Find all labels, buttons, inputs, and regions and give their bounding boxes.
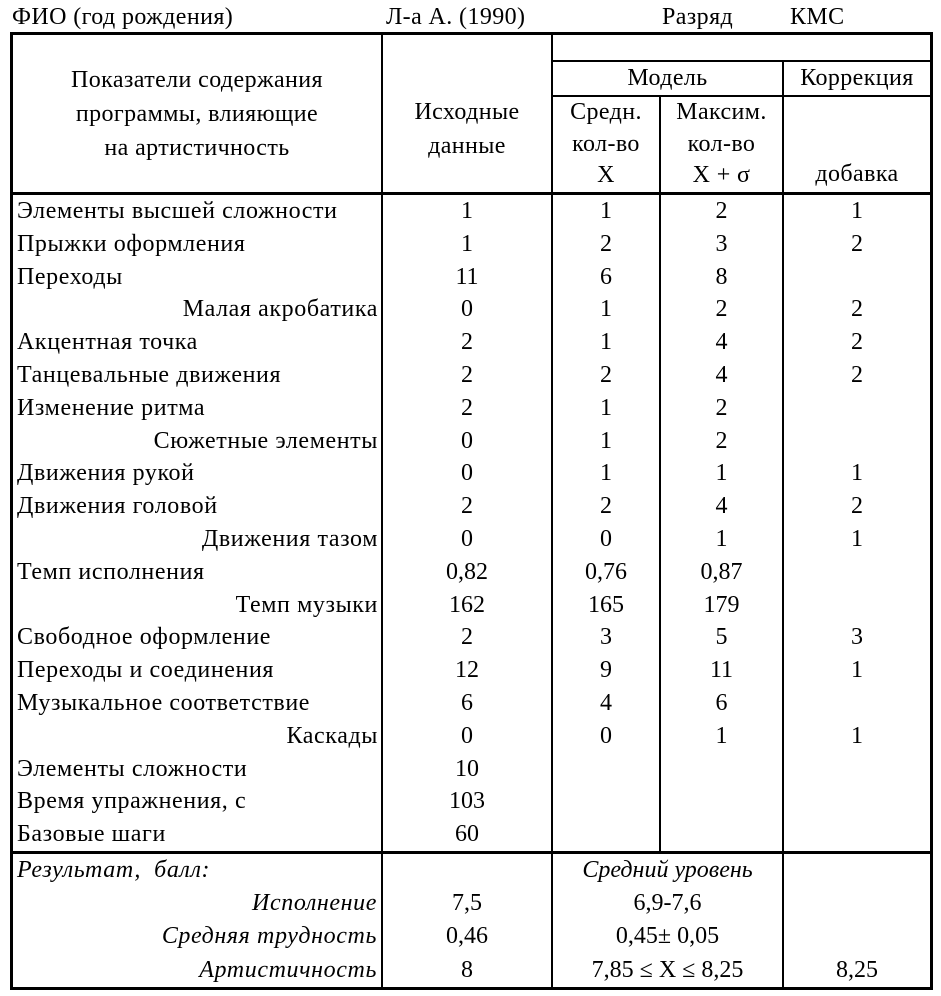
row-label: Сюжетные элементы: [153, 427, 378, 454]
cell-add: 2: [782, 293, 930, 326]
table-row: [13, 785, 930, 818]
row-label: Движения головой: [17, 493, 218, 520]
cell-source: 60: [381, 818, 551, 851]
result-model-cell: Средний уровень: [551, 854, 782, 887]
cell-add: 1: [782, 457, 930, 490]
result-row: [13, 854, 930, 887]
cell-max: 5: [659, 621, 782, 654]
cell-max: 2: [659, 392, 782, 425]
table-row: [13, 687, 930, 720]
result-model-cell: 6,9-7,6: [551, 887, 782, 920]
result-source: 0,46: [381, 920, 551, 953]
header-indicators-line: на артистичность: [104, 134, 290, 161]
cell-source: 2: [381, 392, 551, 425]
result-add: [782, 887, 930, 920]
cell-source: 1: [381, 195, 551, 228]
header-indicators: [13, 35, 381, 192]
table-result: [13, 851, 930, 987]
cell-max: [659, 818, 782, 851]
row-label: Свободное оформление: [17, 624, 272, 651]
row-label: Каскады: [286, 722, 378, 749]
cell-add: [782, 556, 930, 589]
result-add: [782, 854, 930, 887]
cell-max: 6: [659, 687, 782, 720]
result-label: Средняя трудность: [161, 923, 377, 950]
header-model: Модель: [551, 62, 782, 97]
cell-avg: [551, 818, 659, 851]
fio-label: ФИО (год рождения): [12, 4, 234, 30]
header-max-count: [659, 97, 782, 192]
result-row: [13, 887, 930, 920]
header-source-line: Исходные: [414, 99, 520, 125]
row-label: Акцентная точка: [17, 329, 198, 356]
table-row: [13, 818, 930, 851]
header-empty-band: [551, 35, 930, 62]
cell-source: 162: [381, 589, 551, 622]
cell-max: 4: [659, 326, 782, 359]
fio-value: Л-а А. (1990): [386, 4, 526, 30]
cell-max: 179: [659, 589, 782, 622]
cell-avg: 4: [551, 687, 659, 720]
header-correction: Коррекция: [782, 62, 930, 97]
header-avg-line: кол-во: [572, 130, 640, 157]
result-label: Артистичность: [199, 956, 377, 983]
cell-add: 2: [782, 490, 930, 523]
cell-add: [782, 589, 930, 622]
cell-avg: [551, 753, 659, 786]
cell-avg: 2: [551, 359, 659, 392]
row-label: Время упражнения, с: [17, 788, 247, 815]
cell-add: [782, 753, 930, 786]
result-model-cell: 0,45± 0,05: [551, 920, 782, 953]
cell-max: 4: [659, 490, 782, 523]
cell-max: 2: [659, 195, 782, 228]
row-label: Переходы и соединения: [17, 657, 275, 684]
header-avg-line: X: [597, 162, 615, 189]
row-label: Движения тазом: [201, 525, 378, 552]
row-label: Прыжки оформления: [17, 230, 246, 257]
cell-source: 0,82: [381, 556, 551, 589]
table-row: [13, 425, 930, 458]
cell-avg: 1: [551, 425, 659, 458]
cell-avg: 2: [551, 490, 659, 523]
cell-avg: 1: [551, 392, 659, 425]
row-label: Базовые шаги: [17, 821, 166, 848]
cell-avg: 0: [551, 523, 659, 556]
header-source-data: [381, 35, 551, 192]
rank-label: Разряд: [662, 4, 734, 30]
table-row: [13, 523, 930, 556]
cell-max: [659, 753, 782, 786]
table-row: [13, 359, 930, 392]
info-line: [0, 3, 941, 31]
result-row: [13, 954, 930, 987]
table-row: [13, 457, 930, 490]
cell-add: [782, 687, 930, 720]
cell-source: 2: [381, 359, 551, 392]
table-row: [13, 261, 930, 294]
cell-avg: 0: [551, 720, 659, 753]
cell-max: 11: [659, 654, 782, 687]
table-row: [13, 293, 930, 326]
cell-avg: 1: [551, 457, 659, 490]
cell-avg: 2: [551, 228, 659, 261]
cell-max: 4: [659, 359, 782, 392]
cell-source: 0: [381, 457, 551, 490]
cell-source: 0: [381, 720, 551, 753]
cell-source: 11: [381, 261, 551, 294]
cell-add: 1: [782, 654, 930, 687]
cell-avg: [551, 785, 659, 818]
cell-max: 8: [659, 261, 782, 294]
cell-avg: 1: [551, 195, 659, 228]
table-row: [13, 654, 930, 687]
table-row: [13, 490, 930, 523]
table-row: [13, 556, 930, 589]
table-row: [13, 326, 930, 359]
cell-avg: 0,76: [551, 556, 659, 589]
row-label: Музыкальное соответствие: [17, 689, 311, 716]
cell-max: 2: [659, 293, 782, 326]
cell-add: 1: [782, 195, 930, 228]
header-indicators-line: Показатели содержания: [71, 66, 323, 93]
header-avg-count: [551, 97, 659, 192]
result-row: [13, 920, 930, 953]
cell-max: 3: [659, 228, 782, 261]
row-label: Элементы высшей сложности: [17, 198, 338, 224]
cell-add: 2: [782, 228, 930, 261]
result-add: [782, 920, 930, 953]
cell-source: 103: [381, 785, 551, 818]
cell-avg: 1: [551, 293, 659, 326]
cell-add: 2: [782, 326, 930, 359]
row-label: Элементы сложности: [17, 755, 248, 782]
cell-avg: 6: [551, 261, 659, 294]
cell-add: [782, 425, 930, 458]
cell-add: [782, 261, 930, 294]
result-source: 8: [381, 954, 551, 987]
header-max-line: кол-во: [687, 130, 756, 157]
cell-add: 1: [782, 523, 930, 556]
cell-source: 2: [381, 326, 551, 359]
row-label: Малая акробатика: [182, 296, 378, 323]
cell-avg: 165: [551, 589, 659, 622]
result-add: 8,25: [782, 954, 930, 987]
header-source-line: данные: [428, 133, 506, 159]
table-row: [13, 720, 930, 753]
cell-source: 12: [381, 654, 551, 687]
table-header: [13, 35, 930, 195]
row-label: Темп музыки: [235, 591, 378, 618]
header-avg-line: Средн.: [570, 99, 642, 126]
header-max-line: X + σ: [692, 162, 751, 189]
cell-add: 1: [782, 720, 930, 753]
cell-source: 1: [381, 228, 551, 261]
result-source: 7,5: [381, 887, 551, 920]
header-indicators-line: программы, влияющие: [75, 100, 319, 127]
cell-source: 0: [381, 293, 551, 326]
cell-add: [782, 785, 930, 818]
row-label: Переходы: [17, 263, 123, 290]
row-label: Движения рукой: [17, 460, 195, 487]
cell-source: 0: [381, 425, 551, 458]
cell-max: 1: [659, 720, 782, 753]
table-row: [13, 753, 930, 786]
cell-max: 0,87: [659, 556, 782, 589]
cell-source: 2: [381, 490, 551, 523]
cell-add: [782, 392, 930, 425]
table-row: [13, 228, 930, 261]
table-body: [13, 195, 930, 851]
table-row: [13, 621, 930, 654]
header-max-line: Максим.: [676, 99, 767, 126]
cell-source: 6: [381, 687, 551, 720]
cell-add: 3: [782, 621, 930, 654]
cell-add: [782, 818, 930, 851]
result-source: [381, 854, 551, 887]
cell-max: [659, 785, 782, 818]
header-dobavka: добавка: [782, 97, 930, 192]
indicators-table: [10, 32, 933, 990]
cell-max: 1: [659, 457, 782, 490]
cell-source: 10: [381, 753, 551, 786]
result-label: Исполнение: [252, 890, 377, 917]
row-label: Темп исполнения: [17, 558, 205, 585]
cell-avg: 3: [551, 621, 659, 654]
result-model-cell: 7,85 ≤ X ≤ 8,25: [551, 954, 782, 987]
cell-add: 2: [782, 359, 930, 392]
row-label: Танцевальные движения: [17, 361, 282, 388]
result-label: Результат, балл:: [17, 856, 211, 883]
cell-avg: 9: [551, 654, 659, 687]
cell-max: 2: [659, 425, 782, 458]
cell-source: 2: [381, 621, 551, 654]
cell-max: 1: [659, 523, 782, 556]
row-label: Изменение ритма: [17, 394, 206, 421]
rank-value: КМС: [790, 4, 845, 30]
cell-source: 0: [381, 523, 551, 556]
table-row: [13, 589, 930, 622]
table-row: [13, 392, 930, 425]
table-row: [13, 195, 930, 228]
cell-avg: 1: [551, 326, 659, 359]
